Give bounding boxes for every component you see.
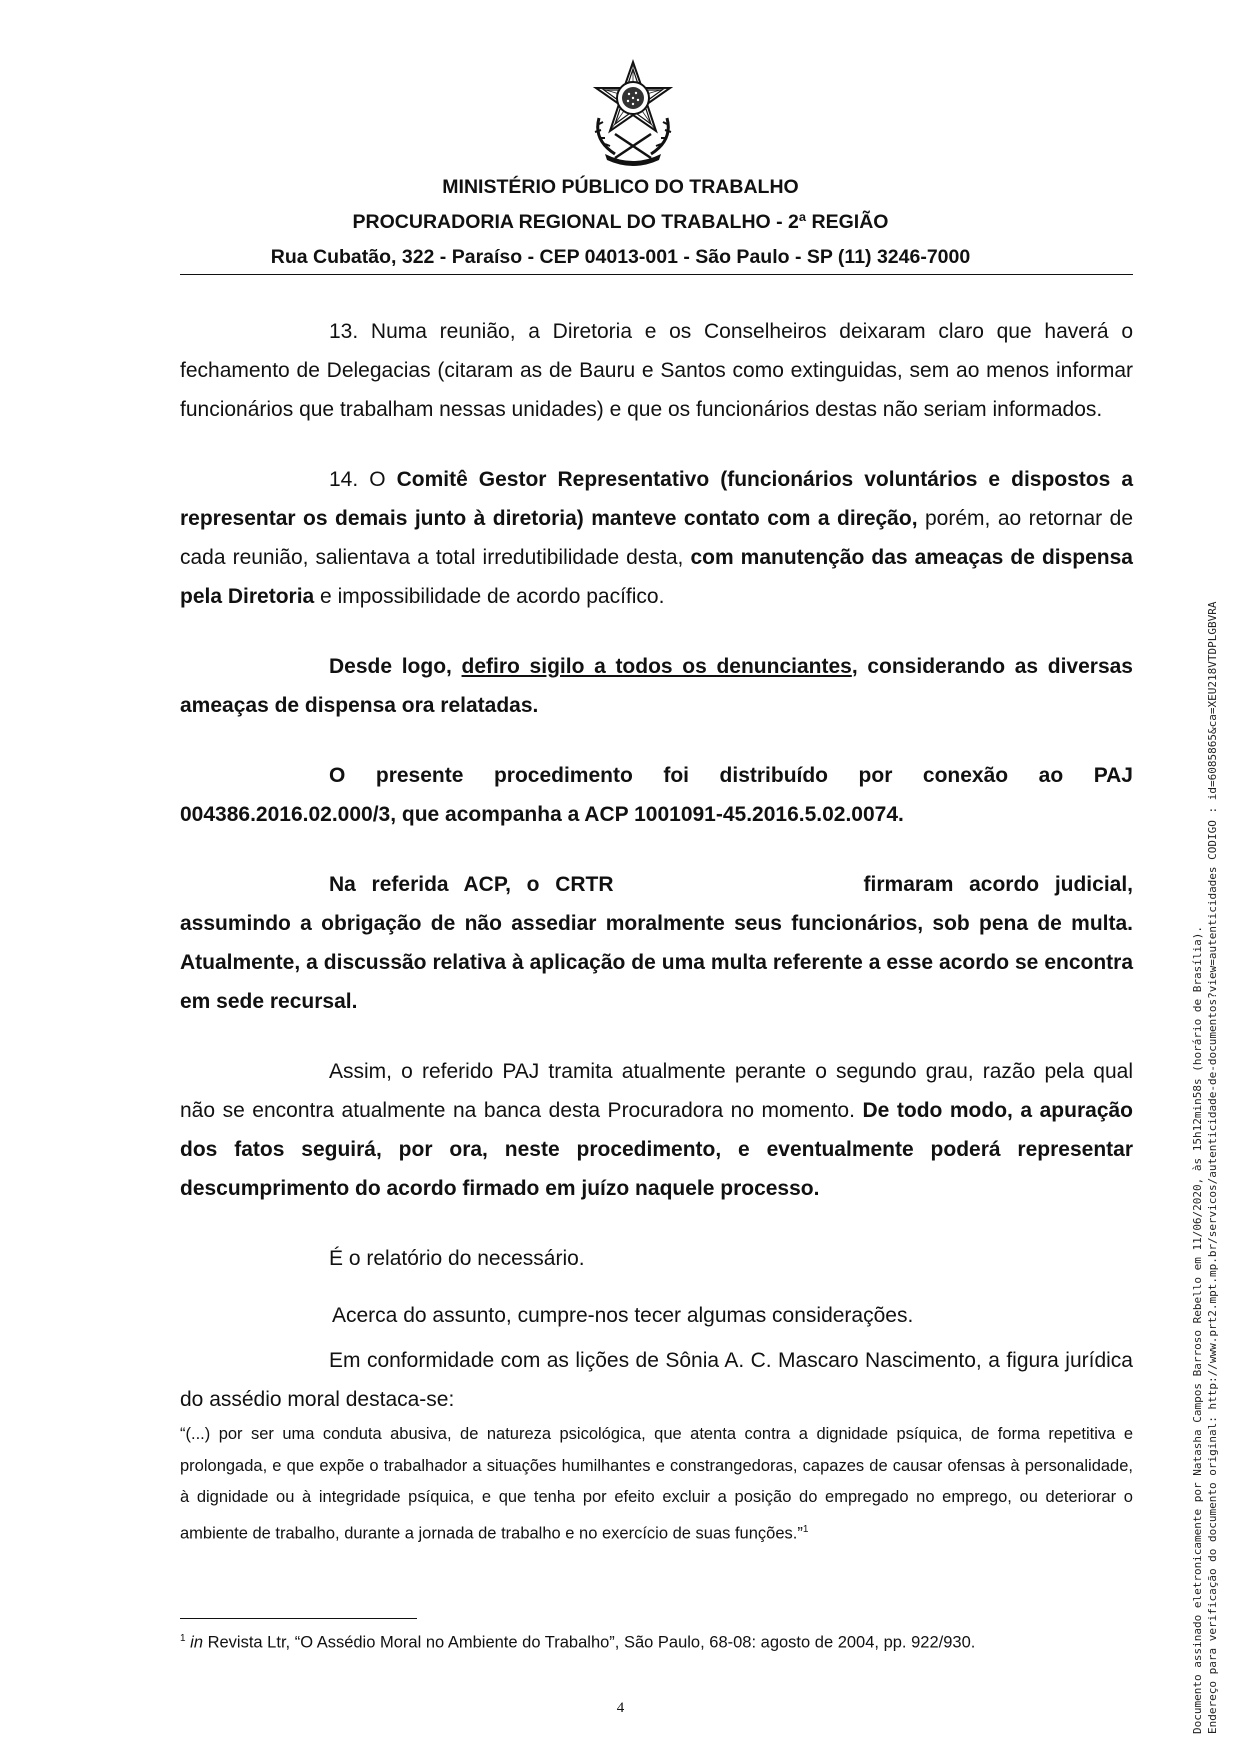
paragraph-14 <box>180 460 1133 616</box>
header-divider <box>180 274 1133 275</box>
quote-text: “(...) por ser uma conduta abusiva, de natureza psicológica, que atenta contra a dignidade psíquica, de forma repetitiva e prolongada, e que expõe o trabalhador a situações humilhantes e constrangedoras, capazes de causar ofensas à personalidade, à dignidade ou à integridade psíquica, e que tenha por efeito excluir a posição do empregado no emprego, ou deteriorar o ambiente de trabalho, durante a jornada de trabalho e no exercício de suas funções.” <box>180 1425 1133 1542</box>
paragraph-13: 13. Numa reunião, a Diretoria e os Conselheiros deixaram claro que haverá o fechamento de Delegacias (citaram as de Bauru e Santos como extinguidas, sem ao menos informar funcionários que trabalham nessas unidades) e que os funcionários destas não seriam informados. <box>180 320 1133 421</box>
p14-text-e: e impossibilidade de acordo pacífico. <box>314 585 665 608</box>
paragraph-acerca: Acerca do assunto, cumpre-nos tecer algumas considerações. <box>332 1304 914 1327</box>
acp-text-b: firmaram acordo judicial, assumindo a obrigação de não assediar moralmente seus funcionários, sob pena de multa. Atualmente, a discussão relativa à aplicação de uma multa referente a esse acordo se encontra em sede recursal. <box>180 873 1134 1013</box>
header-address: Rua Cubatão, 322 - Paraíso - CEP 04013-001 - São Paulo - SP (11) 3246-7000 <box>270 246 971 268</box>
signature-stamp <box>1190 414 1220 1734</box>
sigilo-text-a: Desde logo, <box>329 655 462 678</box>
brazil-coat-of-arms-icon <box>585 58 681 166</box>
header-ministry: MINISTÉRIO PÚBLICO DO TRABALHO <box>442 176 799 198</box>
p14-bold-b: Comitê Gestor Representativo (funcionários voluntários e dispostos a representar os demais junto à diretoria) manteve contato com a direção, <box>180 468 1134 530</box>
assim-text-a: Assim, o referido PAJ tramita atualmente perante o segundo grau, razão pela qual não se encontra atualmente na banca desta Procuradora no momento. <box>180 1060 1133 1122</box>
page-number: 4 <box>616 1700 625 1716</box>
signature-stamp-line1: Documento assinado eletronicamente por Natasha Campos Barroso Rebello em 11/06/2020, às 15h12min58s (horário de Brasília). <box>1191 926 1204 1734</box>
assim-bold-b: De todo modo, a apuração dos fatos seguirá, por ora, neste procedimento, e eventualmente poderá representar descumprimento do acordo firmado em juízo naquele processo. <box>180 1099 1134 1200</box>
footnote-divider <box>180 1618 417 1619</box>
footnote-ref: 1 <box>802 1523 809 1535</box>
paragraph-acp <box>180 865 1133 1021</box>
footnote-text: Revista Ltr, “O Assédio Moral no Ambiente do Trabalho”, São Paulo, 68-08: agosto de 2004, pp. 922/930. <box>203 1633 976 1652</box>
paragraph-relatorio: É o relatório do necessário. <box>329 1247 585 1270</box>
footnote <box>180 1628 975 1654</box>
sigilo-text-c: , considerando as diversas ameaças de dispensa ora relatadas. <box>180 655 1133 717</box>
paragraph-distribuicao: O presente procedimento foi distribuído por conexão ao PAJ 004386.2016.02.000/3, que acompanha a ACP 1001091-45.2016.5.02.0074. <box>180 764 1133 826</box>
sigilo-underlined: defiro sigilo a todos os denunciantes <box>461 655 852 678</box>
p14-text-c: porém, ao retornar de cada reunião, salientava a total irredutibilidade desta, <box>180 507 1133 569</box>
paragraph-conformidade: Em conformidade com as lições de Sônia A. C. Mascaro Nascimento, a figura jurídica do assédio moral destaca-se: <box>180 1349 1133 1411</box>
paragraph-sigilo <box>180 647 1133 725</box>
document-body <box>180 312 1133 1550</box>
signature-stamp-line2: Endereço para verificação do documento original: http://www.prt2.mpt.mp.br/servicos/autenticidade-de-documentos?view=autenticidades CODIGO : id=6085865&ca=XEU218VTDPLGBVRA <box>1206 601 1219 1734</box>
p14-text-a: 14. O <box>329 468 397 491</box>
acp-text-a: Na referida ACP, o CRTR <box>329 873 614 896</box>
footnote-italic: in <box>190 1633 203 1652</box>
p14-bold-d: com manutenção das ameaças de dispensa pela Diretoria <box>180 546 1133 608</box>
block-quote <box>180 1419 1133 1550</box>
footnote-mark: 1 <box>180 1633 186 1644</box>
header-procuradoria: PROCURADORIA REGIONAL DO TRABALHO - 2ª REGIÃO <box>352 211 889 233</box>
paragraph-assim <box>180 1052 1133 1208</box>
